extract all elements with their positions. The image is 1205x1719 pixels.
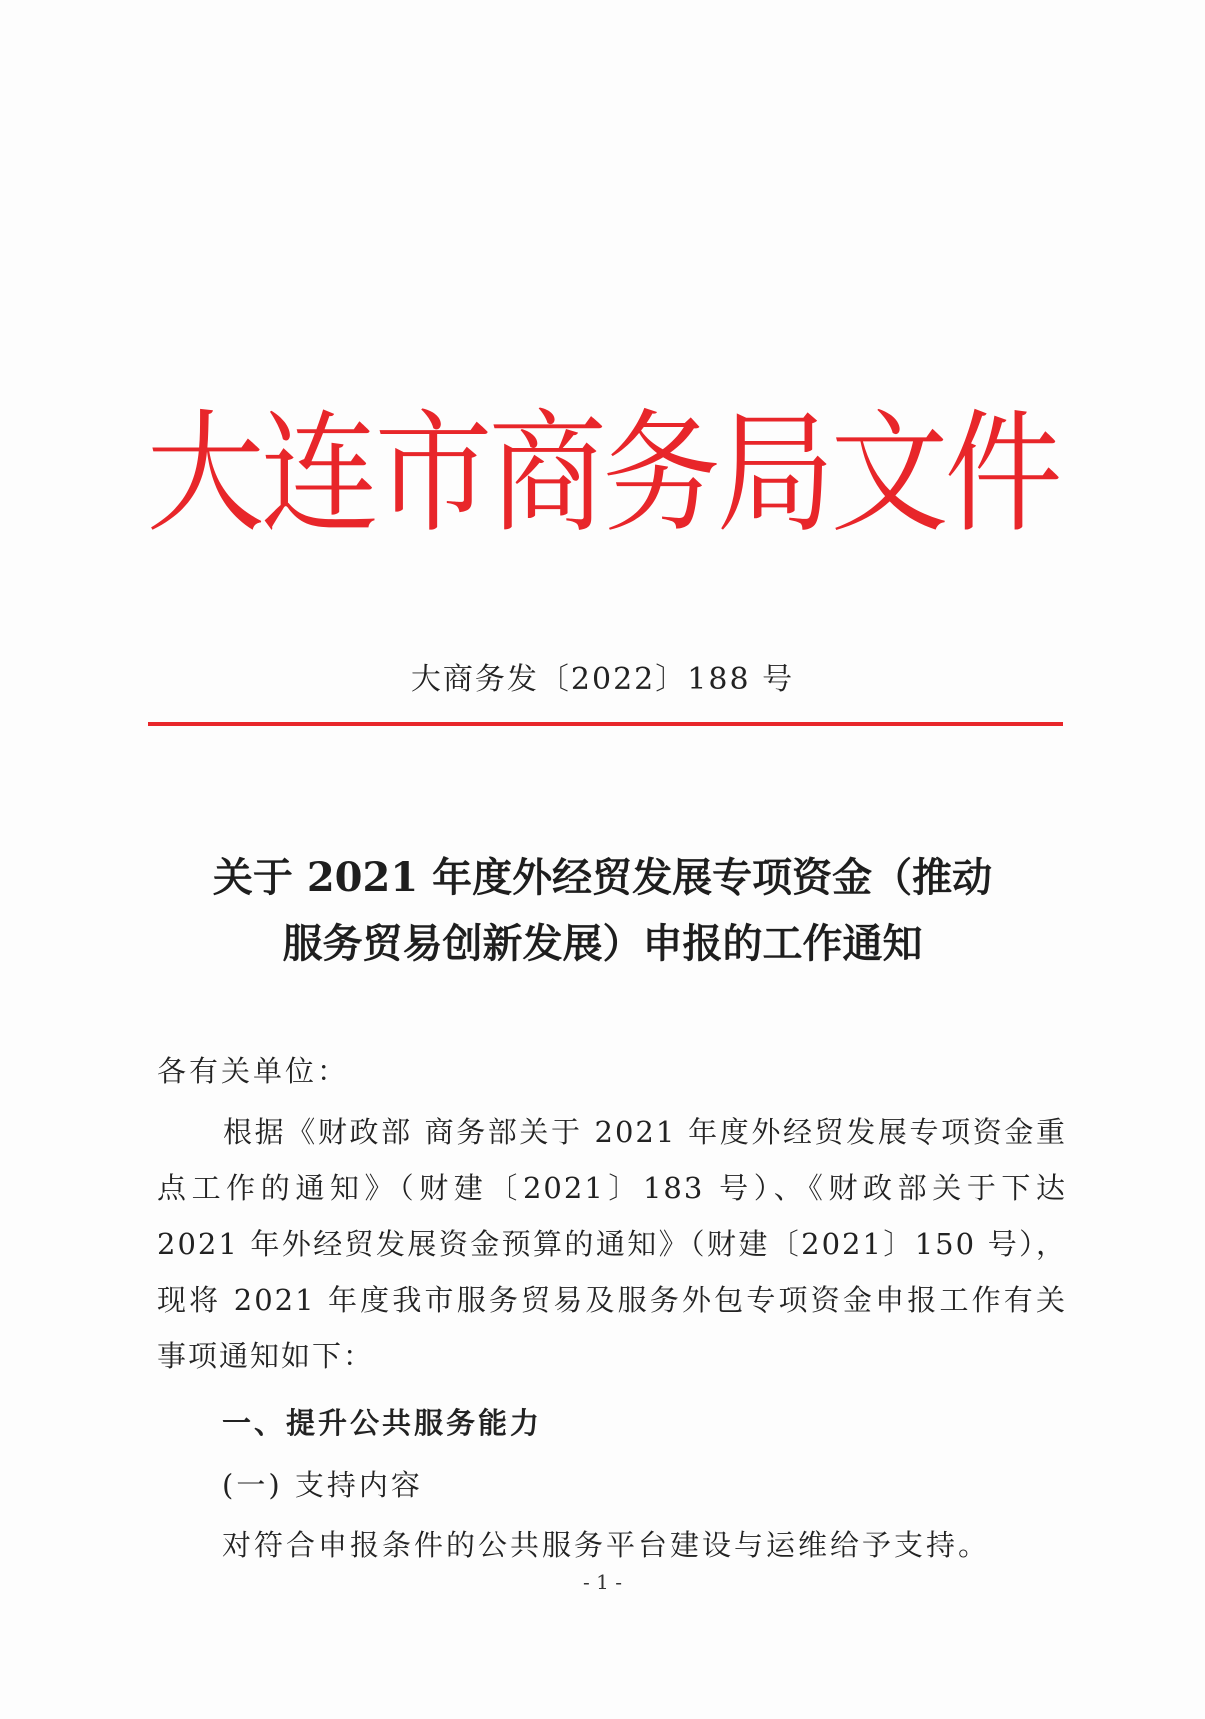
salutation: 各有关单位：: [157, 1054, 350, 1088]
document-number: 大商务发〔2022〕188 号: [410, 662, 795, 697]
notice-title-line-1: 关于 2021 年度外经贸发展专项资金（推动: [212, 854, 993, 901]
page-number: - 1 -: [583, 1570, 622, 1594]
sub-heading-support-content: (一) 支持内容: [222, 1468, 423, 1502]
notice-title-line-2: 服务贸易创新发展）申报的工作通知: [282, 920, 923, 967]
support-content-text: 对符合申报条件的公共服务平台建设与运维给予支持。: [222, 1528, 991, 1562]
red-divider-line: [148, 722, 1063, 726]
section-heading-1: 一、提升公共服务能力: [222, 1406, 543, 1440]
notice-title: [150, 845, 1055, 977]
masthead-title: 大连市商务局文件: [146, 396, 1059, 551]
intro-paragraph: 根据《财政部 商务部关于 2021 年度外经贸发展专项资金重点工作的通知》（财建〔2021〕183 号）、《财政部关于下达 2021 年外经贸发展资金预算的通知》（财建〔2021〕150 号），现将 2021 年度我市服务贸易及服务外包专项资金申报工作有关事项通知如下：: [157, 1115, 1067, 1373]
